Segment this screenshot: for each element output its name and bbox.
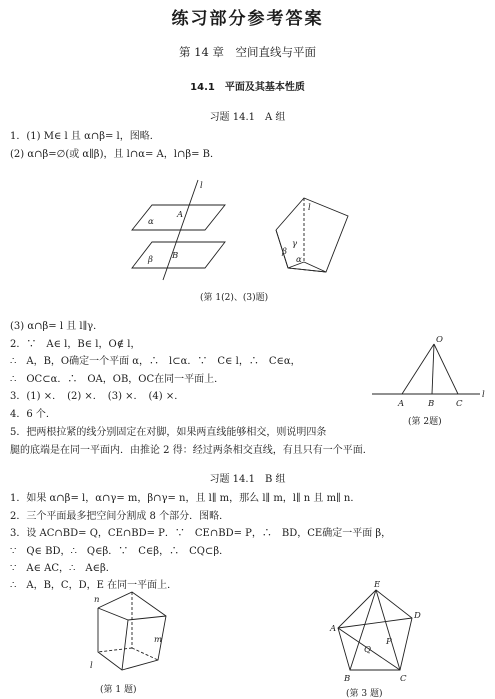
answer-line: 1．如果 α∩β= l，α∩γ= m，β∩γ= n，且 l∥ m，那么 l∥ m，l∥ n 且 m∥ n． <box>10 493 361 504</box>
figure-parallel-planes <box>130 180 240 280</box>
answer-line: 2．三个平面最多把空间分割成 8 个部分．图略． <box>10 511 230 522</box>
label-l: l <box>90 661 93 671</box>
label-m: m <box>154 635 163 645</box>
label-O: O <box>436 335 443 345</box>
label-n: n <box>94 595 100 605</box>
section-title: 14.1 平面及其基本性质 <box>190 82 305 93</box>
answer-line: 腿的底端是在同一平面内．由推论 2 得：经过两条相交直线，有且只有一个平面． <box>10 445 373 456</box>
label-E: E <box>374 580 381 590</box>
answer-line: ∴ OC⊂α．∴ OA，OB，OC在同一平面上． <box>10 374 225 385</box>
answer-line: 2．∵ A∈ l，B∈ l，O∉ l， <box>10 339 141 350</box>
chapter-title: 第 14 章 空间直线与平面 <box>179 45 316 59</box>
answer-line: 1．(1) M∈ l 且 α∩β= l，图略． <box>10 131 160 142</box>
figure-caption: (第 1 题) <box>100 685 137 695</box>
label-P: P <box>386 637 392 647</box>
exercise-a-heading: 习题 14.1 A 组 <box>209 112 286 123</box>
label-B: B <box>172 251 179 261</box>
label-beta: β <box>148 255 153 265</box>
label-C: C <box>456 399 463 409</box>
figure-three-planes <box>268 180 358 280</box>
figure-point-and-line <box>372 330 488 420</box>
answer-line: ∴ A，B，C，D，E 在同一平面上． <box>10 580 178 591</box>
label-B: B <box>344 674 351 684</box>
label-l: l <box>200 181 203 191</box>
label-C: C <box>400 674 407 684</box>
label-A: A <box>330 624 337 634</box>
label-beta: β <box>282 247 287 257</box>
figure-caption: (第 1(2)、(3)题) <box>200 293 269 303</box>
label-alpha: α <box>148 217 154 227</box>
answer-line: ∵ A∈ AC，∴ A∈β． <box>10 563 116 574</box>
page-title: 练习部分参考答案 <box>171 9 324 29</box>
answer-line: (3) α∩β= l 且 l∥γ． <box>10 321 104 332</box>
label-gamma: γ <box>292 239 298 249</box>
label-l: l <box>308 203 311 213</box>
figure-prism <box>88 590 170 682</box>
answer-line: 5．把两根拉紧的线分别固定在对脚，如果两直线能够相交，则说明四条 <box>10 427 327 438</box>
label-B: B <box>428 399 435 409</box>
answer-line: ∵ Q∈ BD，∴ Q∈β．∵ C∈β，∴ CQ⊂β． <box>10 546 230 557</box>
label-A: A <box>177 210 184 220</box>
label-A: A <box>398 399 405 409</box>
figure-caption: (第 3 题) <box>346 689 383 699</box>
answer-line: (2) α∩β=∅(或 α∥β)，且 l∩α= A，l∩β= B． <box>10 149 221 160</box>
answer-line: ∴ A，B，O确定一个平面 α，∴ l⊂α．∵ C∈ l，∴ C∈α， <box>10 356 301 367</box>
label-alpha: α <box>296 255 302 265</box>
exercise-b-heading: 习题 14.1 B 组 <box>209 474 286 485</box>
answer-line: 3．(1) ×． (2) ×． (3) ×． (4) ×． <box>10 391 185 402</box>
label-D: D <box>414 611 421 621</box>
answer-line: 3．设 AC∩BD= Q，CE∩BD= P．∵ CE∩BD= P，∴ BD，CE确定一平面 β， <box>10 528 392 539</box>
figure-caption: (第 2题) <box>408 417 442 427</box>
figure-pentagon <box>330 580 422 686</box>
label-l: l <box>482 390 485 400</box>
label-Q: Q <box>364 645 371 655</box>
answer-line: 4．6 个． <box>10 409 56 420</box>
